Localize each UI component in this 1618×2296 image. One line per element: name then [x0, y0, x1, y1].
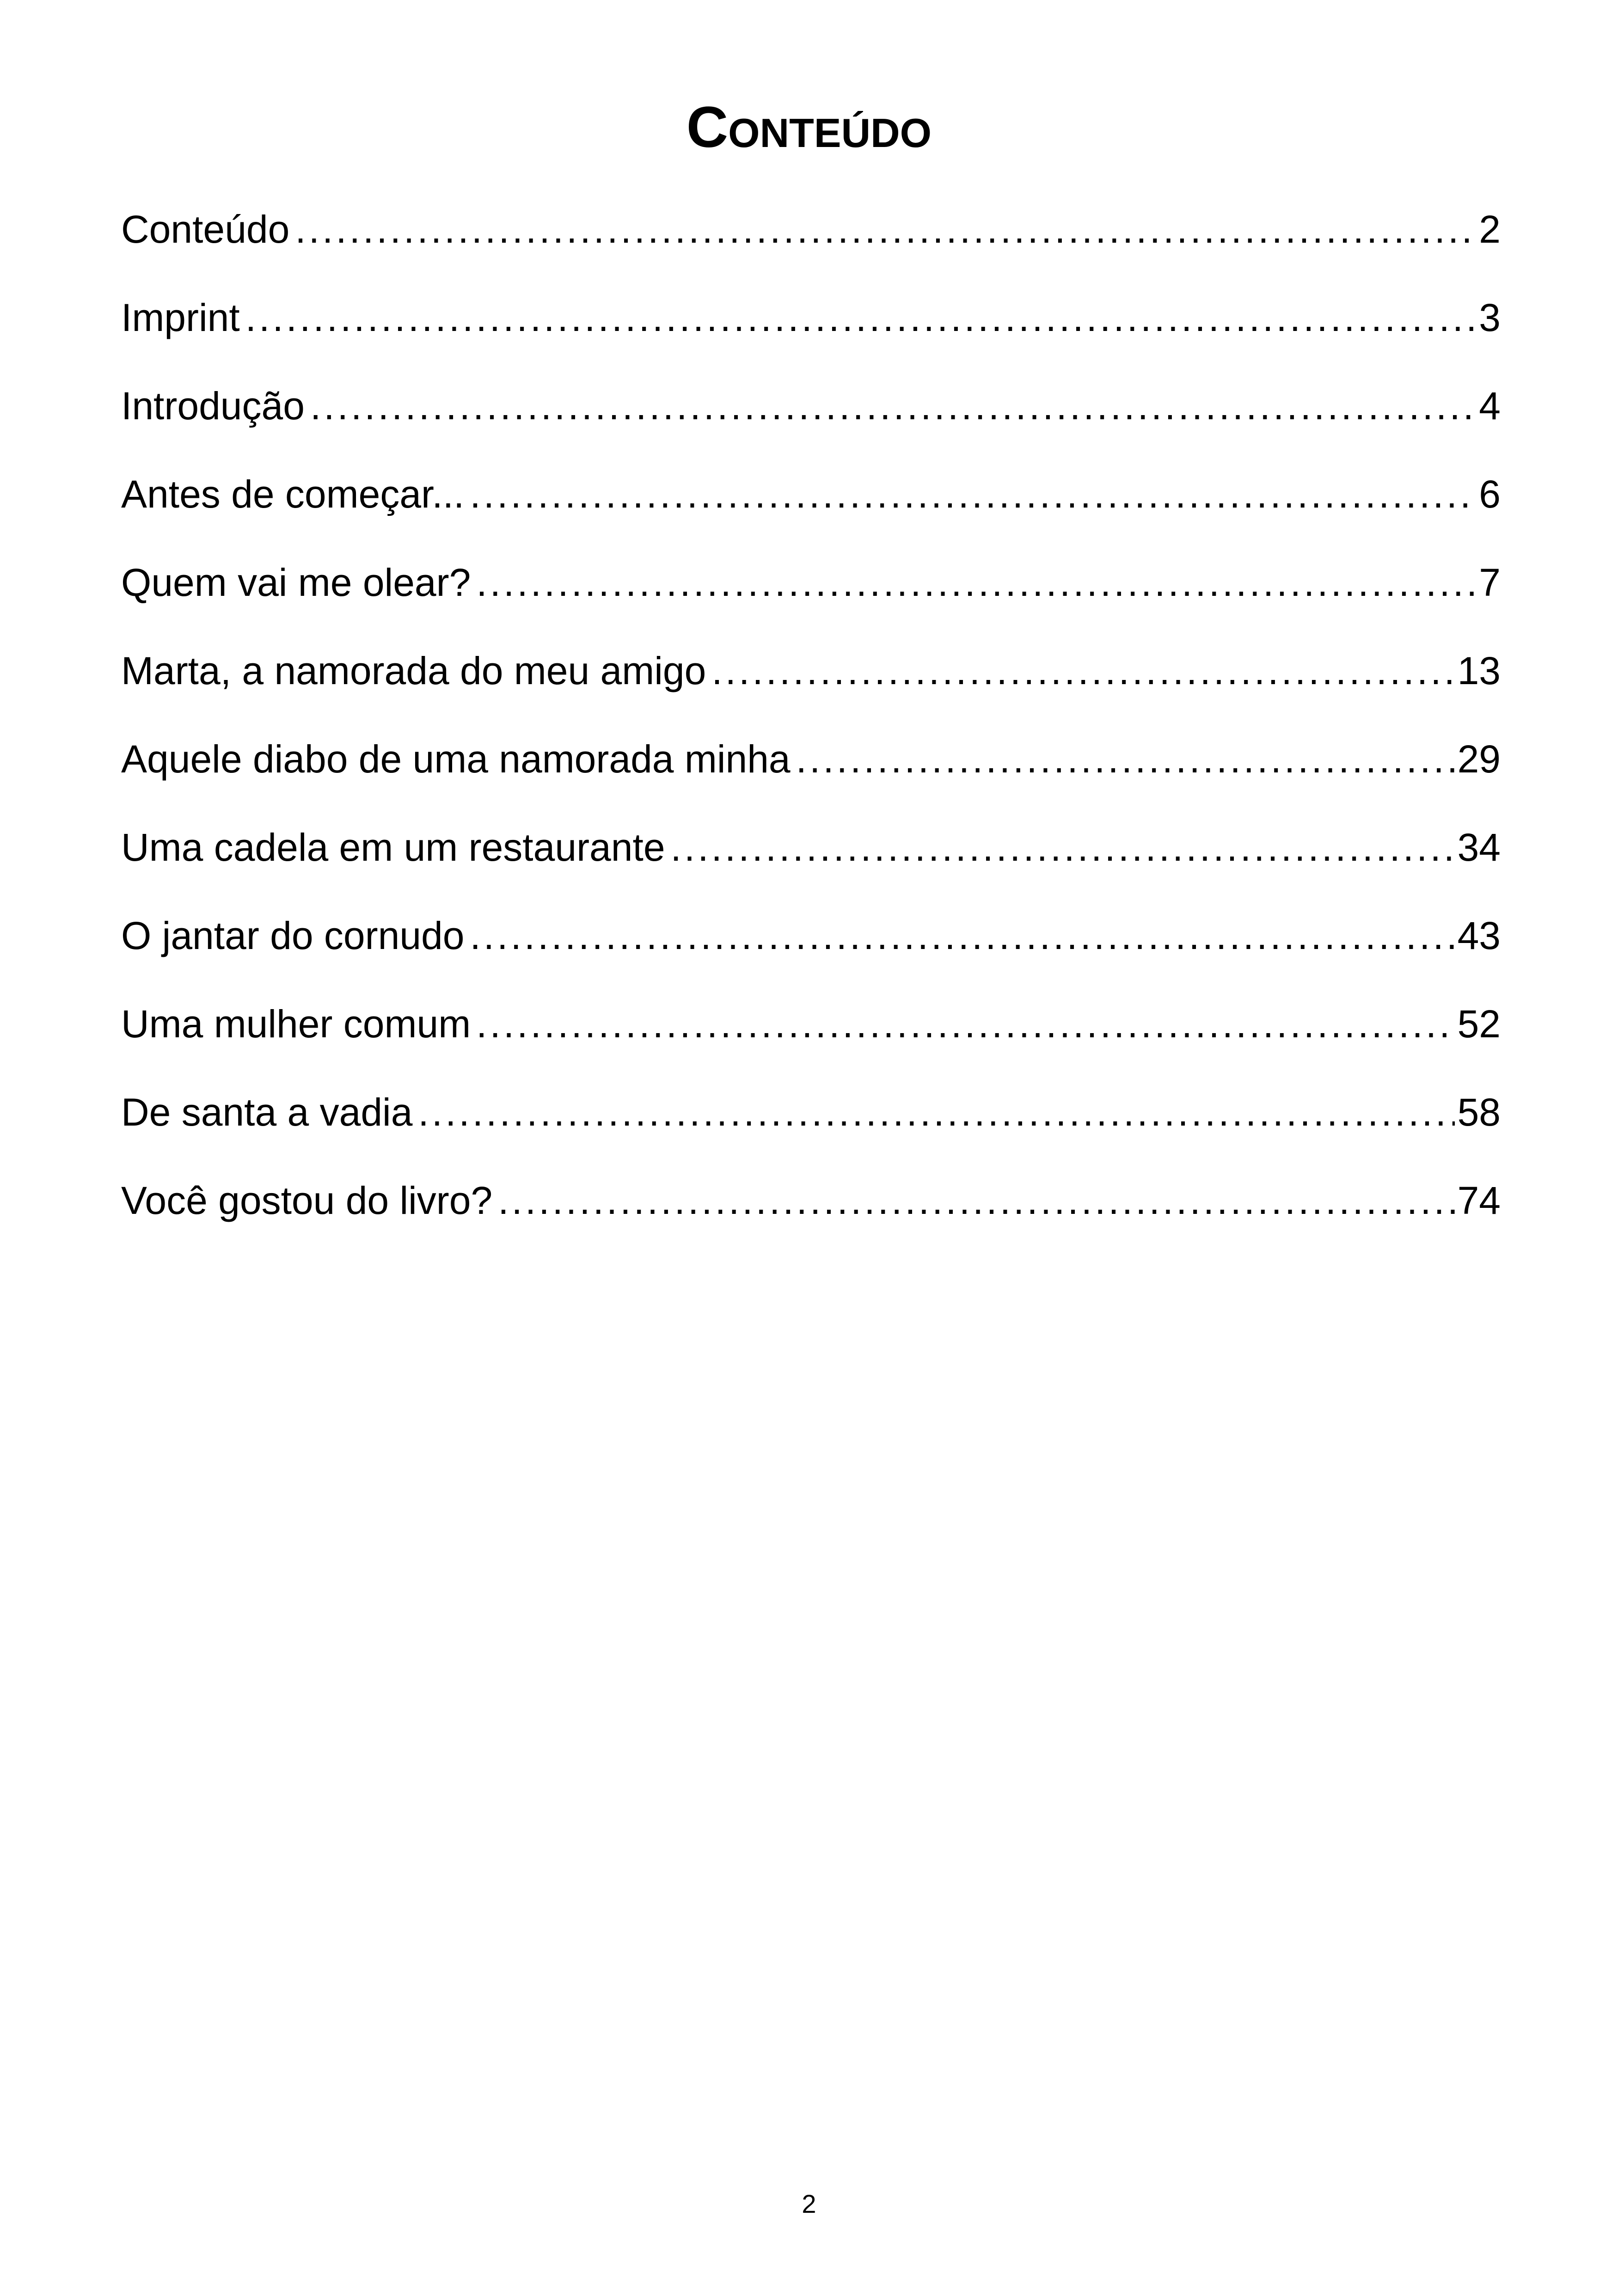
toc-entry-page: 2 [1479, 208, 1501, 251]
toc-entry-page: 34 [1457, 826, 1501, 869]
toc-entry-page: 13 [1457, 649, 1501, 692]
toc-entry-title: Introdução [121, 384, 305, 428]
toc-dot-leader [470, 908, 1454, 963]
toc-entry-page: 43 [1457, 914, 1501, 957]
toc-dot-leader [470, 466, 1476, 522]
toc-dot-leader [711, 643, 1454, 698]
toc-dot-leader [418, 1084, 1454, 1140]
toc-entry-title: Uma cadela em um restaurante [121, 826, 665, 869]
toc-entry-title: Quem vai me olear? [121, 561, 471, 604]
toc-entry[interactable] [121, 555, 1501, 643]
toc-entry[interactable] [121, 731, 1501, 820]
toc-entry-page: 3 [1479, 296, 1501, 339]
toc-entry-page: 29 [1457, 737, 1501, 781]
toc-entry-title: Marta, a namorada do meu amigo [121, 649, 706, 692]
toc-entry-title: Aquele diabo de uma namorada minha [121, 737, 791, 781]
toc-list [121, 202, 1501, 1261]
toc-entry-title: O jantar do cornudo [121, 914, 465, 957]
toc-dot-leader [295, 202, 1476, 257]
toc-entry[interactable] [121, 466, 1501, 555]
toc-entry[interactable] [121, 820, 1501, 908]
toc-dot-leader [476, 996, 1454, 1052]
toc-entry-page: 52 [1457, 1002, 1501, 1046]
toc-entry-title: Imprint [121, 296, 240, 339]
toc-entry-title: Antes de começar... [121, 472, 465, 516]
toc-entry[interactable] [121, 643, 1501, 731]
toc-dot-leader [310, 378, 1476, 434]
page-number: 2 [802, 2189, 816, 2218]
toc-entry[interactable] [121, 1084, 1501, 1173]
toc-dot-leader [498, 1173, 1454, 1228]
toc-dot-leader [476, 555, 1476, 610]
toc-entry-title: Conteúdo [121, 208, 290, 251]
toc-entry[interactable] [121, 290, 1501, 378]
toc-entry-page: 74 [1457, 1179, 1501, 1222]
toc-entry-page: 4 [1479, 384, 1501, 428]
toc-entry[interactable] [121, 378, 1501, 466]
toc-entry[interactable] [121, 908, 1501, 996]
toc-entry[interactable] [121, 1173, 1501, 1261]
toc-entry[interactable] [121, 996, 1501, 1084]
toc-entry-page: 6 [1479, 472, 1501, 516]
toc-entry-page: 58 [1457, 1090, 1501, 1134]
toc-entry-title: Você gostou do livro? [121, 1179, 493, 1222]
toc-entry-title: Uma mulher comum [121, 1002, 471, 1046]
toc-dot-leader [245, 290, 1477, 345]
toc-entry-title: De santa a vadia [121, 1090, 413, 1134]
toc-dot-leader [796, 731, 1455, 787]
toc-heading: Conteúdo [686, 95, 932, 159]
toc-dot-leader [671, 820, 1455, 875]
toc-entry-page: 7 [1479, 561, 1501, 604]
toc-entry[interactable] [121, 202, 1501, 290]
